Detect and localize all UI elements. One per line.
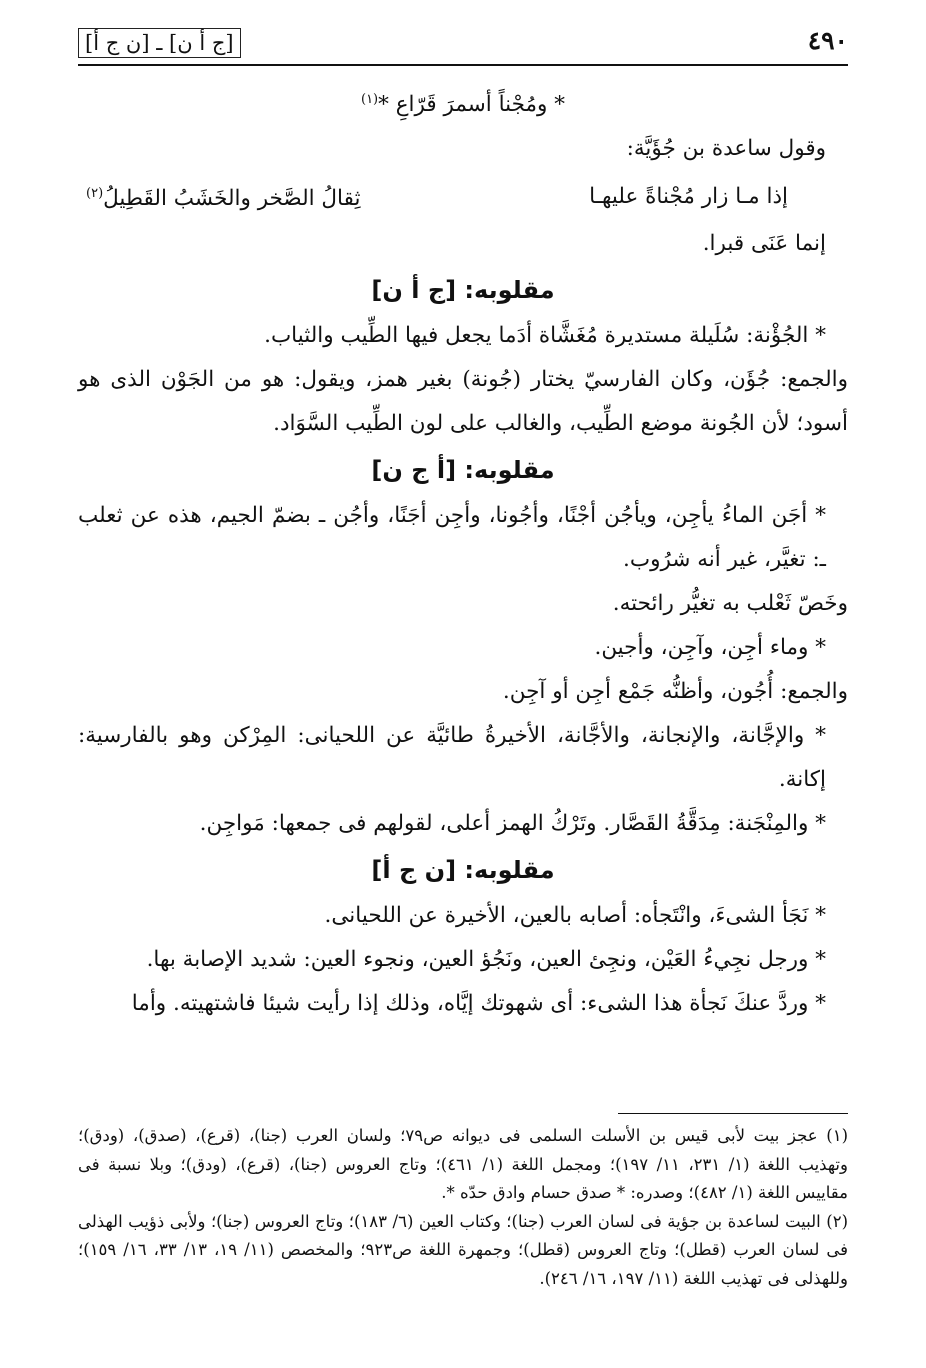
entry-paragraph: والجمع: أُجُون، وأظنُّه جَمْع أجِن أو آجِن.	[502, 679, 848, 705]
footnote-ref-1: (١)	[360, 92, 379, 107]
section-heading: مقلوبه: [ن ج أ]	[371, 856, 555, 885]
entry-paragraph: * والإجَّانة، والإنجانة، والأجَّانة، الأخيرةُ طائيَّة عن اللحيانى: المِرْكن وهو بالفارسية: إكانة.	[78, 723, 826, 793]
entry-paragraph: والجمع: جُؤَن، وكان الفارسيّ يختار (جُونة) بغير همز، ويقول: هو من الجَوْن الذى هو أسود؛ لأن الجُونة موضع الطِّيب، والغالب على لون الطِّيب السَّوَاد.	[78, 367, 848, 437]
entry-paragraph: * ورجل نجِيءُ العَيْن، ونجِئ العين، ونَجُؤ العين، ونجوء العين: شديد الإصابة بها.	[146, 947, 826, 973]
page-number: ٤٩٠	[807, 26, 848, 55]
entry-paragraph: وخَصّ ثَعْلب به تغيُّر رائحته.	[612, 591, 848, 617]
footnotes	[78, 1122, 848, 1293]
entry-paragraph: * وماء أجِن، وآجِن، وأجين.	[594, 635, 826, 661]
header-rule	[78, 64, 848, 66]
footnote-2: (٢) البيت لساعدة بن جؤية فى لسان العرب (جنا)؛ وكتاب العين (٦/ ١٨٣)؛ وتاج العروس (جنا)؛ ولأبى ذؤيب الهذلى فى لسان العرب (قطل)؛ وتاج العروس (قطل)؛ وجمهرة اللغة ص٩٢٣؛ والمخصص (١١/ ١٩، ١٣/ ٣٣، ١٦/ ١٥٩)؛ وللهذلى فى تهذيب اللغة (١١/ ١٩٧، ١٦/ ٢٤٦).	[78, 1211, 849, 1288]
footnote-ref-2: (٢)	[86, 186, 104, 202]
verse-first-hemistich: إذا مـا زار مُجْناةً عليهـا	[589, 183, 788, 209]
main-text	[78, 78, 848, 1026]
footnote-1: (١) عجز بيت لأبى قيس بن الأسلت السلمى فى ديوانه ص٧٩؛ ولسان العرب (جنا)، (قرع)، (صدق)، (ودق)؛ وتهذيب اللغة (١/ ٢٣١، ١١/ ١٩٧)؛ ومجمل اللغة (١/ ٤٦١)؛ وتاج العروس (جنا)، (قرع)، (ودق)؛ وبلا نسبة فى مقاييس اللغة (١/ ٤٨٢)؛ وصدره: * صدق حسام وادق حدّه *.	[78, 1126, 848, 1202]
verse-gloss: إنما عَنَى قبرا.	[702, 231, 826, 257]
page-header	[78, 26, 848, 66]
verse-second-hemistich	[86, 171, 360, 222]
verse-second-hemistich-text: ثِقالُ الصَّخر والخَشَبُ القَطِيلُ	[103, 186, 361, 212]
entry-paragraph: * والمِنْجَنة: مِدَقَّةُ القَصَّار. وتَرْكُ الهمز أعلى، لقولهم فى جمعها: مَواجِن.	[199, 811, 826, 837]
verse-fragment-text: * ومُجْناً أسمرَ قَرّاعِ *	[378, 92, 566, 118]
section-heading: مقلوبه: [أ ج ن]	[371, 456, 555, 485]
entry-paragraph: * الجُؤْنة: سُلَيلة مستديرة مُغَشَّاة أدَما يجعل فيها الطِّيب والثياب.	[264, 323, 826, 349]
poem-verse	[78, 171, 848, 222]
entry-paragraph: * نَجَأ الشىءَ، وانْتَجأه: أصابه بالعين، الأخيرة عن اللحيانى.	[324, 903, 826, 929]
quote-intro: وقول ساعدة بن جُؤَيَّة:	[626, 136, 826, 162]
section-heading: مقلوبه: [ج أ ن]	[371, 276, 555, 305]
running-head: [ج أ ن] ـ [ن ج أ]	[78, 28, 241, 58]
verse-fragment	[78, 78, 848, 127]
entry-paragraph: * أجَن الماءُ يأجِن، ويأجُن أجْنًا، وأجُونا، وأجِن أجَنًا، وأجُن ـ بضمّ الجيم، هذه عن ثعلب ـ: تغيَّر، غير أنه شرُوب.	[78, 503, 826, 573]
book-page	[78, 26, 848, 1368]
footnote-rule	[618, 1113, 848, 1114]
entry-paragraph: * وردَّ عنكَ نَجأة هذا الشىء: أى شهوتك إيَّاه، وذلك إذا رأيت شيئا فاشتهيته. وأما	[131, 991, 826, 1017]
